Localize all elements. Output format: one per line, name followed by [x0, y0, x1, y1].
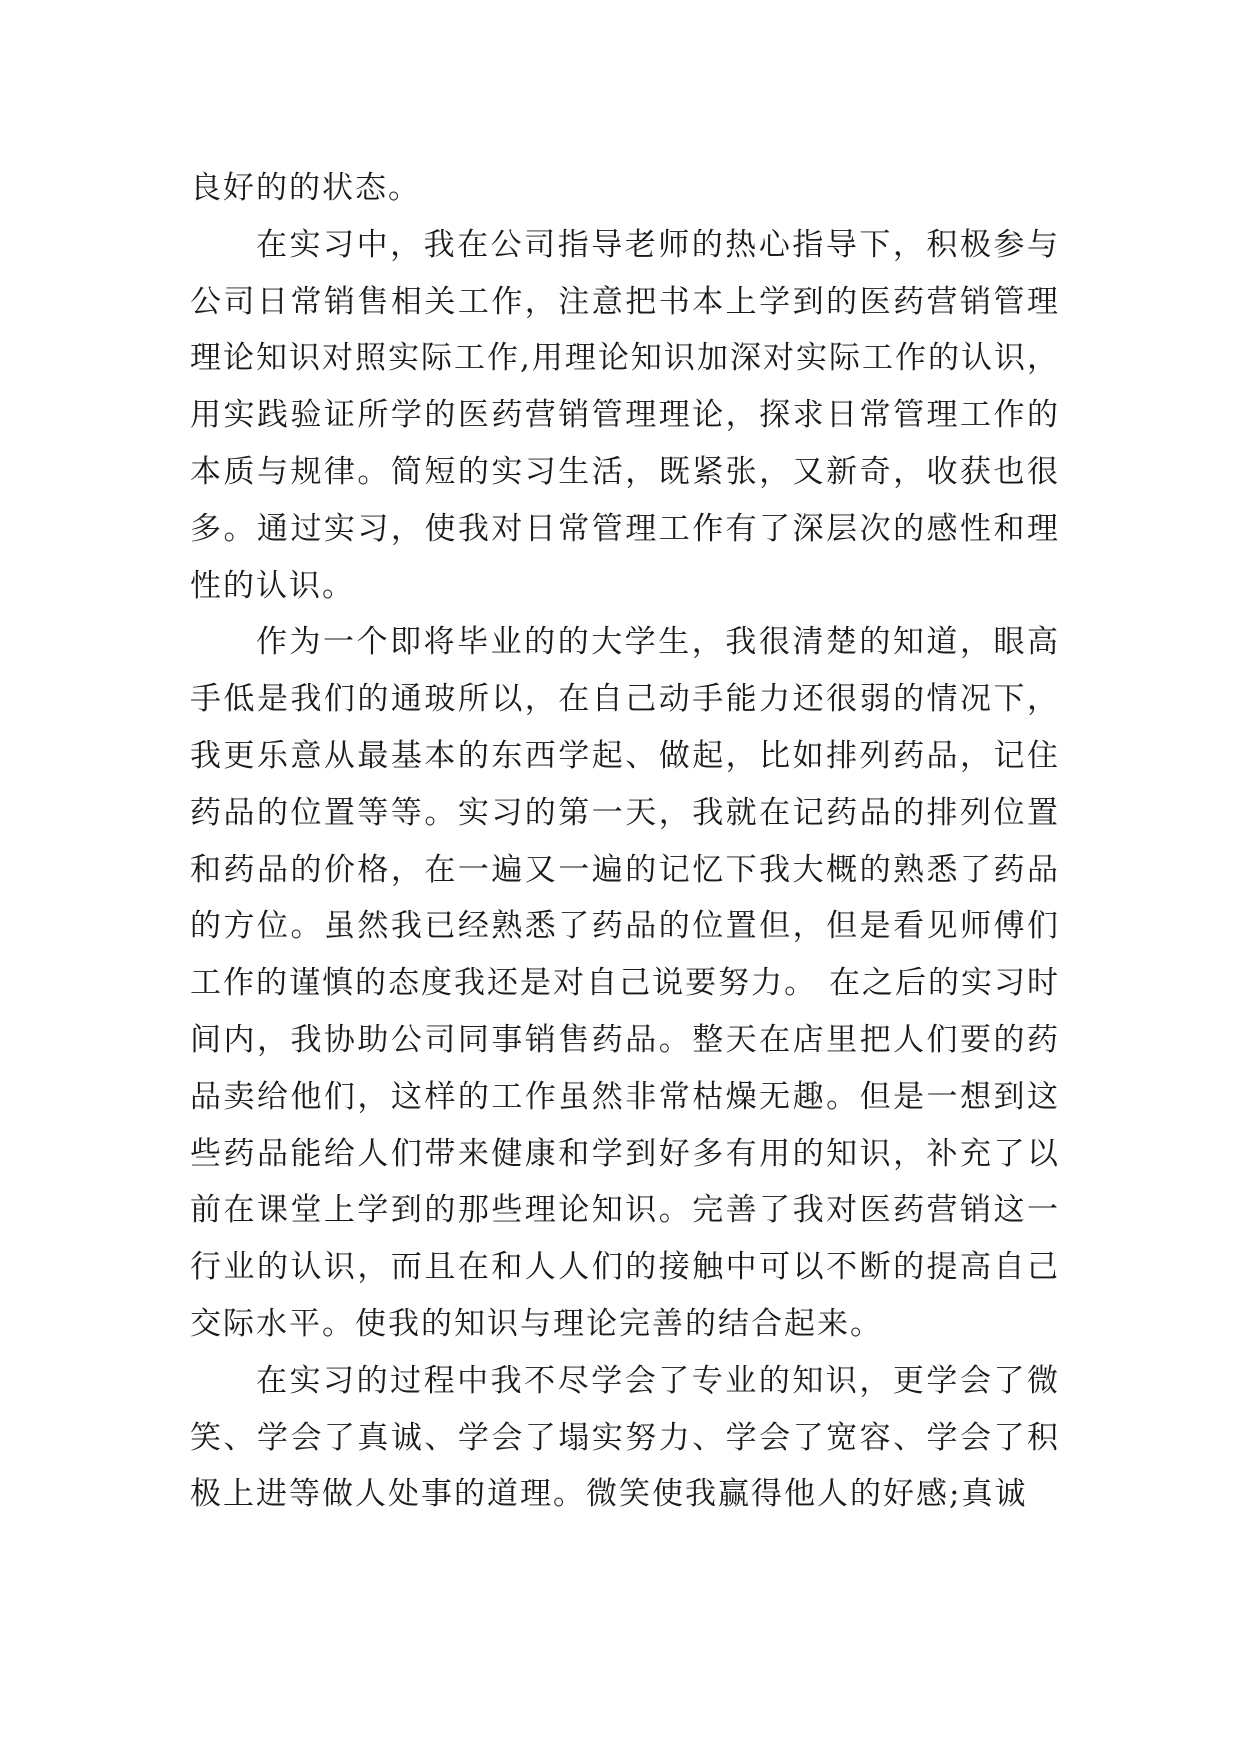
paragraph-4: 在实习的过程中我不尽学会了专业的知识，更学会了微笑、学会了真诚、学会了塌实努力、学会了宽容、学会了积极上进等做人处事的道理。微笑使我赢得他人的好感;真诚: [190, 1362, 1060, 1513]
document-body: [190, 160, 1060, 1523]
paragraph-1: 良好的的状态。: [190, 170, 421, 206]
paragraph-3: 作为一个即将毕业的的大学生，我很清楚的知道，眼高手低是我们的通玻所以，在自己动手能力还很弱的情况下，我更乐意从最基本的东西学起、做起，比如排列药品，记住药品的位置等等。实习的第一天，我就在记药品的排列位置和药品的价格，在一遍又一遍的记忆下我大概的熟悉了药品的方位。虽然我已经熟悉了药品的位置但，但是看见师傅们工作的谨慎的态度我还是对自己说要努力。 在之后的实习时间内，我协助公司同事销售药品。整天在店里把人们要的药品卖给他们，这样的工作虽然非常枯燥无趣。但是一想到这些药品能给人们带来健康和学到好多有用的知识，补充了以前在课堂上学到的那些理论知识。完善了我对医药营销这一行业的认识，而且在和人人们的接触中可以不断的提高自己交际水平。使我的知识与理论完善的结合起来。: [190, 624, 1060, 1342]
paragraph-2: 在实习中，我在公司指导老师的热心指导下，积极参与公司日常销售相关工作，注意把书本上学到的医药营销管理理论知识对照实际工作,用理论知识加深对实际工作的认识，用实践验证所学的医药营销管理理论，探求日常管理工作的本质与规律。简短的实习生活，既紧张，又新奇，收获也很多。通过实习，使我对日常管理工作有了深层次的感性和理性的认识。: [190, 226, 1060, 604]
